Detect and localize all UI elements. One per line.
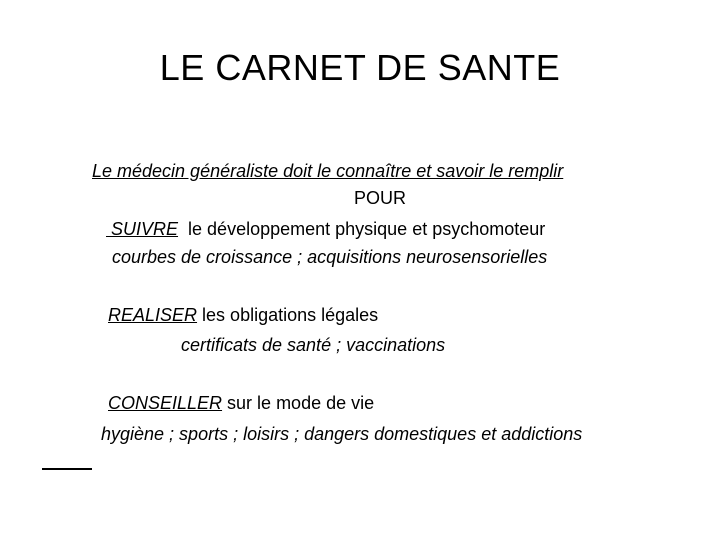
realiser-detail: certificats de santé ; vaccinations (181, 335, 446, 355)
slide-title: LE CARNET DE SANTE (159, 47, 561, 88)
conseiller-line (108, 392, 374, 414)
suivre-detail: courbes de croissance ; acquisitions neurosensorielles (112, 247, 548, 267)
suivre-line (106, 218, 545, 240)
conseiller-detail: hygiène ; sports ; loisirs ; dangers domestiques et addictions (101, 424, 583, 444)
realiser-keyword: REALISER (108, 305, 198, 325)
realiser-text: les obligations légales (197, 305, 379, 325)
intro-line: Le médecin généraliste doit le connaître et savoir le remplir (92, 161, 564, 181)
pour-label: POUR (353, 188, 406, 208)
divider-line (42, 468, 92, 470)
conseiller-text: sur le mode de vie (222, 393, 375, 413)
conseiller-keyword: CONSEILLER (108, 393, 223, 413)
realiser-line (108, 304, 378, 326)
suivre-keyword: SUIVRE (106, 219, 179, 239)
suivre-text: le développement physique et psychomoteur (178, 219, 546, 239)
